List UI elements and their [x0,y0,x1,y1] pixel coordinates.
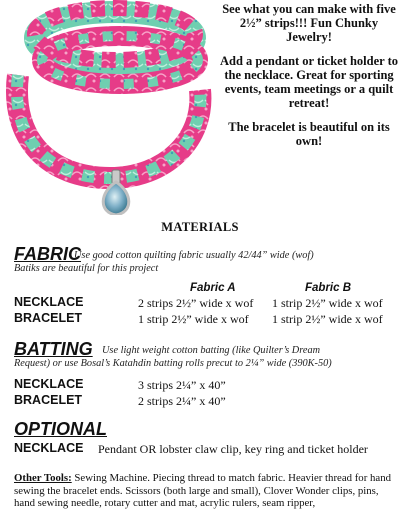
fabric-note-lead: Use good cotton quilting fabric usually 42/44” wide (wof) [74,250,314,261]
other-tools-text: Sewing Machine. Piecing thread to match fabric. Heavier thread for hand sewing the bracelet ends. Scissors (both large and small), Clover Wonder clips, pins, hand sewing needle, rotary cutter and mat, acrylic rulers, seam ripper, [14,472,391,509]
other-tools [14,472,394,510]
fabric-bracelet-b: 1 strip 2½” wide x wof [272,312,383,326]
fabric-col-a: Fabric A [190,282,236,294]
fabric-necklace-a: 2 strips 2½” wide x wof [138,296,254,310]
materials-title: MATERIALS [161,220,239,234]
jewelry-photo [0,0,215,215]
intro-line-1: See what you can make with five 2½” strips!!! Fun Chunky Jewelry! [222,2,396,44]
fabric-col-b: Fabric B [305,282,352,294]
batting-row-bracelet-label: BRACELET [14,393,83,407]
fabric-heading: FABRIC [14,244,81,264]
intro-line-2: Add a pendant or ticket holder to the necklace. Great for sporting events, team meetings or a quilt retreat! [219,54,399,110]
batting-note-line2: Request) or use Bosal’s Katahdin batting rolls precut to 2¼” wide (390K-50) [14,358,332,369]
batting-note [14,344,396,370]
optional-heading: OPTIONAL [14,419,107,439]
fabric-note-line2: Batiks are beautiful for this project [14,263,159,274]
fabric-bracelet-a: 1 strip 2½” wide x wof [138,312,249,326]
fabric-row-necklace-label: NECKLACE [14,295,84,309]
optional-necklace-label: NECKLACE [14,441,84,455]
fabric-necklace-b: 1 strip 2½” wide x wof [272,296,383,310]
intro-text [218,2,400,158]
batting-bracelet-a: 2 strips 2¼” x 40” [138,394,226,408]
batting-row-necklace-label: NECKLACE [14,377,84,391]
intro-line-3: The bracelet is beautiful on its own! [228,120,390,148]
batting-necklace-a: 3 strips 2¼” x 40” [138,378,226,392]
optional-necklace-text: Pendant OR lobster claw clip, key ring and ticket holder [98,442,368,456]
batting-heading: BATTING [14,339,93,359]
fabric-note [14,249,396,275]
fabric-row-bracelet-label: BRACELET [14,311,83,325]
other-tools-label: Other Tools: [14,472,72,484]
batting-note-lead: Use light weight cotton batting (like Quilter’s Dream [102,345,321,356]
